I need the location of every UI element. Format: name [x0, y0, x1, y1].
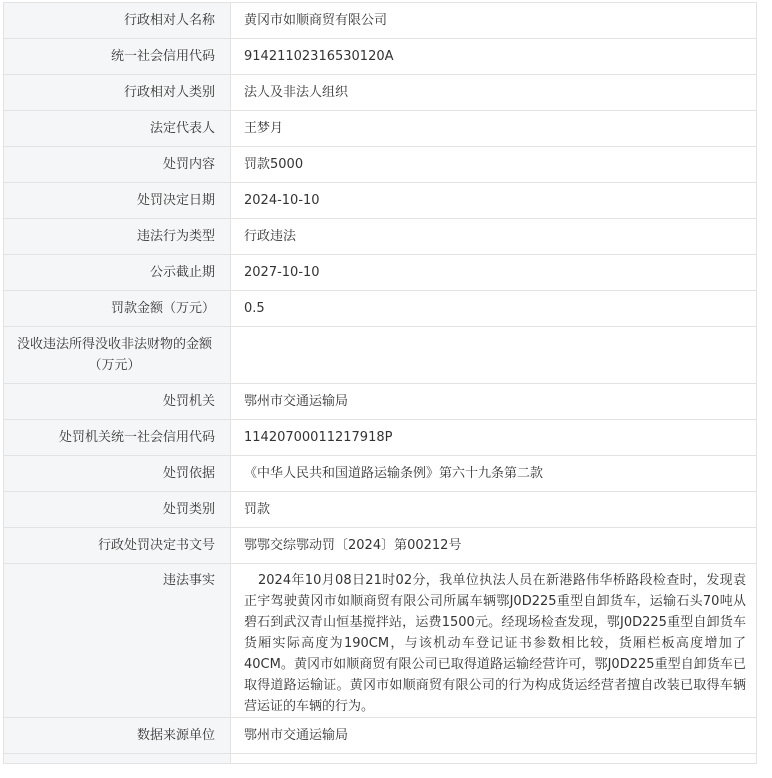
field-label: 没收违法所得没收非法财物的金额（万元） [4, 327, 231, 384]
table-row [4, 147, 757, 183]
field-label: 罚款金额（万元） [4, 291, 231, 327]
field-label: 数据来源单位 [4, 718, 231, 754]
field-value: 0.5 [231, 291, 757, 327]
table-row [4, 564, 757, 718]
table-row [4, 420, 757, 456]
field-label: 违法事实 [4, 564, 231, 718]
table-row [4, 3, 757, 39]
field-value: 鄂州市交通运输局 [231, 718, 757, 754]
field-value: 11420700011217918P [231, 420, 757, 456]
field-label [4, 754, 231, 764]
field-value: 罚款 [231, 492, 757, 528]
field-value: 《中华人民共和国道路运输条例》第六十九条第二款 [231, 456, 757, 492]
table-row [4, 528, 757, 564]
field-label: 处罚决定日期 [4, 183, 231, 219]
field-value: 行政违法 [231, 219, 757, 255]
field-value [231, 754, 757, 764]
field-value: 2024年10月08日21时02分，我单位执法人员在新港路伟华桥路段检查时，发现袁正宇驾驶黄冈市如顺商贸有限公司所属车辆鄂J0D225重型自卸货车，运输石头70吨从碧石到武汉青山恒基搅拌站，运费1500元。经现场检查发现，鄂J0D225重型自卸货车货厢实际高度为190CM，与该机动车登记证书参数相比较，货厢栏板高度增加了40CM。黄冈市如顺商贸有限公司已取得道路运输经营许可，鄂J0D225重型自卸货车已取得道路运输证。黄冈市如顺商贸有限公司的行为构成货运经营者擅自改装已取得车辆营运证的车辆的行为。 [231, 564, 757, 718]
field-label: 处罚机关 [4, 384, 231, 420]
table-row [4, 183, 757, 219]
field-value [231, 327, 757, 384]
field-value: 鄂州市交通运输局 [231, 384, 757, 420]
field-label: 处罚类别 [4, 492, 231, 528]
table-row [4, 456, 757, 492]
table-row [4, 255, 757, 291]
field-value: 2024-10-10 [231, 183, 757, 219]
field-label: 行政处罚决定书文号 [4, 528, 231, 564]
table-row [4, 111, 757, 147]
table-row [4, 39, 757, 75]
table-row [4, 75, 757, 111]
field-label: 处罚依据 [4, 456, 231, 492]
field-value: 91421102316530120A [231, 39, 757, 75]
table-row [4, 384, 757, 420]
field-value: 2027-10-10 [231, 255, 757, 291]
field-label: 行政相对人类别 [4, 75, 231, 111]
field-value: 法人及非法人组织 [231, 75, 757, 111]
table-row [4, 754, 757, 764]
penalty-info-table [3, 2, 757, 764]
field-label: 行政相对人名称 [4, 3, 231, 39]
table-row [4, 327, 757, 384]
field-value: 鄂鄂交综鄂动罚〔2024〕第00212号 [231, 528, 757, 564]
field-label: 统一社会信用代码 [4, 39, 231, 75]
table-row [4, 492, 757, 528]
table-row [4, 291, 757, 327]
field-label: 法定代表人 [4, 111, 231, 147]
field-value: 黄冈市如顺商贸有限公司 [231, 3, 757, 39]
field-value: 王梦月 [231, 111, 757, 147]
table-row [4, 219, 757, 255]
field-label: 违法行为类型 [4, 219, 231, 255]
field-value: 罚款5000 [231, 147, 757, 183]
table-row [4, 718, 757, 754]
field-label: 处罚内容 [4, 147, 231, 183]
field-label: 公示截止期 [4, 255, 231, 291]
field-label: 处罚机关统一社会信用代码 [4, 420, 231, 456]
